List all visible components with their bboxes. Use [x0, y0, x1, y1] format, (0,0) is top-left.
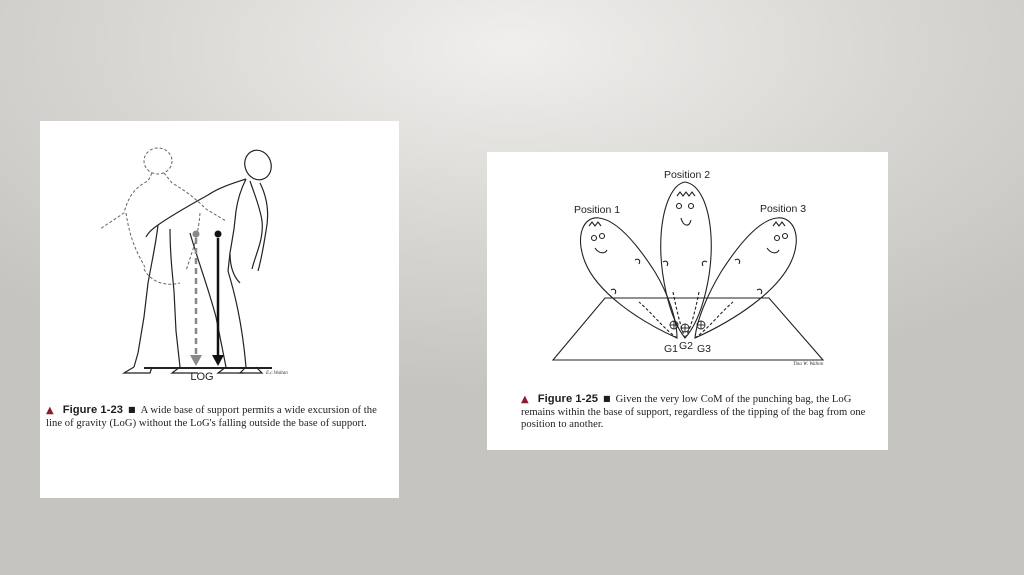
log-arrow-dashed: [190, 231, 202, 367]
g2-label: G2: [678, 340, 694, 352]
figure-card-1-23: [40, 121, 399, 498]
caption-text: Given the very low CoM of the punching bag, the LoG remains within the base of support, regardless of the tipping of the bag from one position to another.: [521, 394, 866, 431]
caption-text: A wide base of support permits a wide excursion of the line of gravity (LoG) without the LoG's falling outside the base of support.: [46, 405, 377, 429]
position-3-label: Position 3: [759, 203, 807, 215]
triangle-icon: ▲: [46, 405, 54, 416]
bag-position-2: [661, 182, 712, 338]
triangle-icon: ▲: [521, 394, 529, 405]
figure-caption: [521, 393, 867, 432]
punching-bag-illustration: [487, 152, 888, 382]
figure-card-1-25: [487, 152, 888, 450]
bending-figure: [124, 146, 275, 373]
g1-label: G1: [663, 343, 679, 355]
artist-signature: Tina W. Walton: [793, 362, 824, 367]
bag-position-1: [581, 218, 677, 338]
bag-position-3: [695, 218, 796, 338]
artist-signature: E.c.Waltan: [266, 371, 288, 376]
position-1-label: Position 1: [573, 204, 621, 216]
g3-label: G3: [696, 343, 712, 355]
square-icon: ■: [128, 405, 136, 414]
ghost-figure: [100, 148, 226, 284]
figure-number: Figure 1-23: [62, 404, 123, 416]
figure-caption: [46, 404, 392, 430]
leaning-figure-illustration: [40, 121, 399, 401]
square-icon: ■: [603, 394, 611, 403]
position-2-label: Position 2: [663, 169, 711, 181]
figure-number: Figure 1-25: [537, 393, 598, 405]
log-label: LOG: [190, 371, 214, 383]
